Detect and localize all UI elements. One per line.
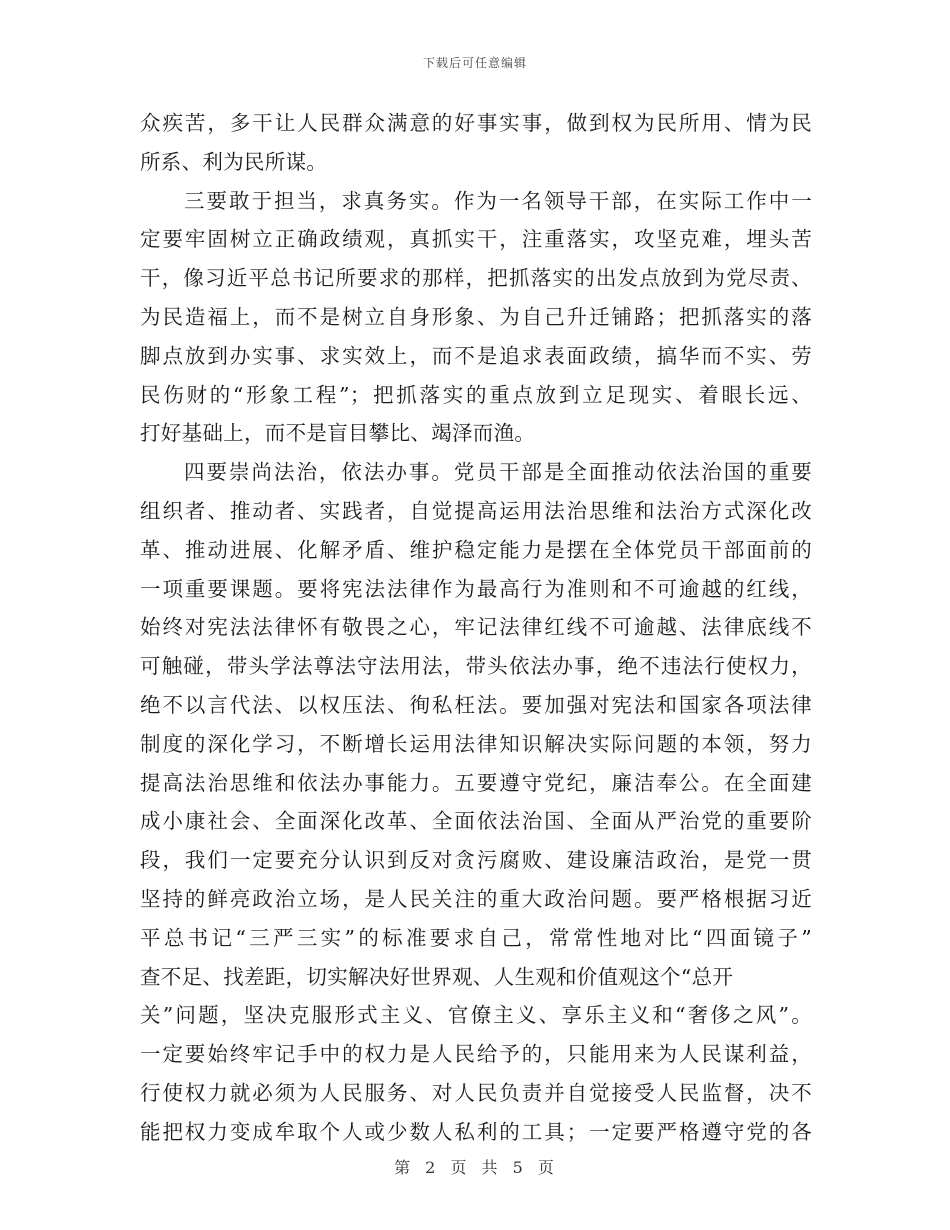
text-line: 组织者、推动者、实践者，自觉提高运用法治思维和法治方式深化改 (140, 498, 812, 523)
text-line: 可触碰，带头学法尊法守法用法，带头依法办事，绝不违法行使权力， (140, 654, 812, 679)
text-line: 一定要始终牢记手中的权力是人民给予的，只能用来为人民谋利益， (140, 1042, 812, 1067)
text-line: 关”问题，坚决克服形式主义、官僚主义、享乐主义和“奢侈之风”。 (140, 1003, 812, 1028)
text-line: 制度的深化学习，不断增长运用法律知识解决实际问题的本领，努力 (140, 731, 812, 756)
text-line: 成小康社会、全面深化改革、全面依法治国、全面从严治党的重要阶 (140, 809, 812, 834)
body-text (140, 104, 812, 1152)
text-line: 平总书记“三严三实”的标准要求自己，常常性地对比“四面镜子” (140, 925, 812, 950)
text-line: 能把权力变成牟取个人或少数人私利的工具；一定要严格遵守党的各 (140, 1119, 812, 1144)
text-line: 脚点放到办实事、求实效上，而不是追求表面政绩，搞华而不实、劳 (140, 343, 812, 368)
page-header: 下载后可任意编辑 (422, 56, 527, 70)
text-line: 行使权力就必须为人民服务、对人民负责并自觉接受人民监督，决不 (140, 1080, 812, 1105)
text-line: 坚持的鲜亮政治立场，是人民关注的重大政治问题。要严格根据习近 (140, 886, 812, 911)
text-line: 始终对宪法法律怀有敬畏之心，牢记法律红线不可逾越、法律底线不 (140, 615, 812, 640)
text-line: 众疾苦，多干让人民群众满意的好事实事，做到权为民所用、情为民 (140, 111, 812, 135)
text-line: 三要敢于担当，求真务实。作为一名领导干部，在实际工作中一 (184, 188, 812, 213)
text-line: 查不足、找差距，切实解决好世界观、人生观和价值观这个“总开 (140, 964, 734, 989)
text-line: 所系、利为民所谋。 (140, 149, 328, 174)
text-line: 革、推动进展、化解矛盾、维护稳定能力是摆在全体党员干部面前的 (140, 537, 812, 562)
text-line: 定要牢固树立正确政绩观，真抓实干，注重落实，攻坚克难，埋头苦 (140, 227, 812, 252)
page-footer: 第 2 页 共 5 页 (394, 1158, 556, 1177)
text-line: 为民造福上，而不是树立自身形象、为自己升迁铺路；把抓落实的落 (140, 304, 812, 329)
text-line: 打好基础上，而不是盲目攀比、竭泽而渔。 (140, 421, 536, 446)
text-line: 干，像习近平总书记所要求的那样，把抓落实的出发点放到为党尽责、 (140, 266, 812, 291)
text-line: 四要崇尚法治，依法办事。党员干部是全面推动依法治国的重要 (184, 460, 812, 485)
text-line: 提高法治思维和依法办事能力。五要遵守党纪，廉洁奉公。在全面建 (140, 770, 812, 795)
text-line: 段，我们一定要充分认识到反对贪污腐败、建设廉洁政治，是党一贯 (140, 848, 812, 873)
text-line: 绝不以言代法、以权压法、徇私枉法。要加强对宪法和国家各项法律 (140, 692, 812, 717)
text-line: 民伤财的“形象工程”；把抓落实的重点放到立足现实、着眼长远、 (140, 382, 812, 407)
text-line: 一项重要课题。要将宪法法律作为最高行为准则和不可逾越的红线， (140, 576, 812, 601)
